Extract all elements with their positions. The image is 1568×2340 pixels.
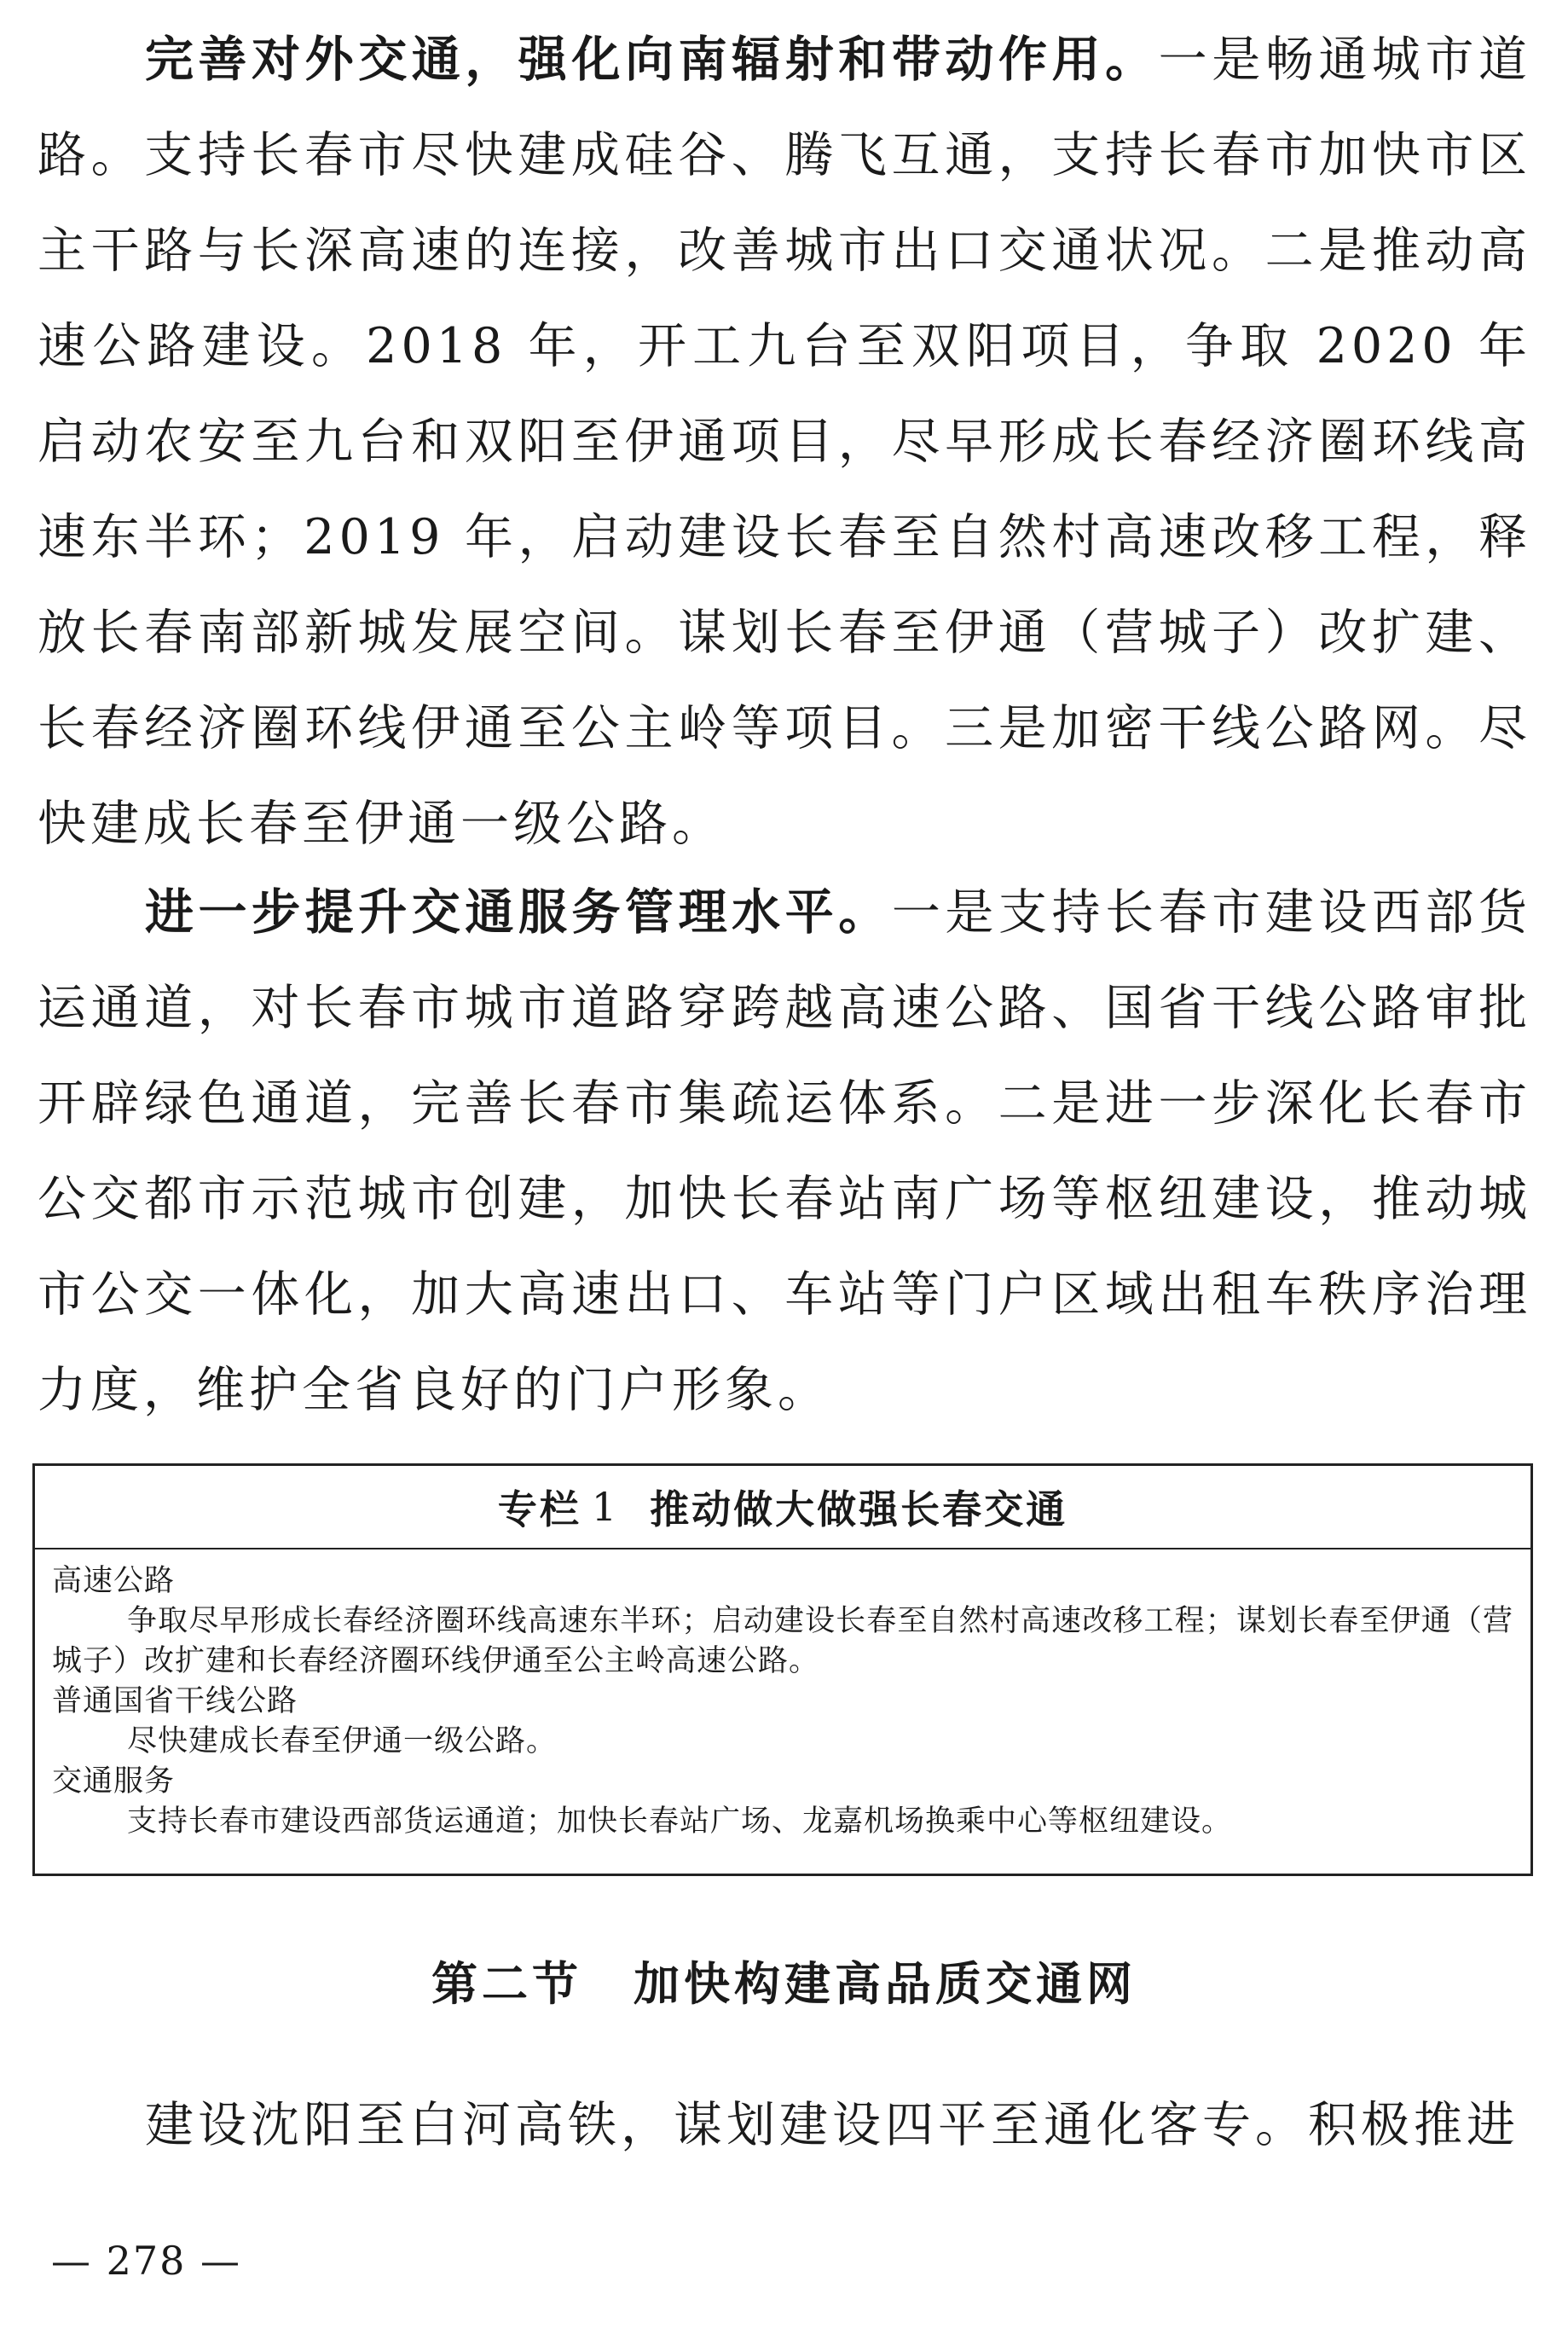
body-paragraph [38, 2077, 1531, 2173]
column-box [32, 1463, 1533, 1876]
section-heading [0, 1948, 1568, 2013]
column-section-text: 尽快建成长春至伊通一级公路。 [127, 1724, 558, 1758]
column-box-body [35, 1549, 1530, 1842]
paragraph-lead-heading: 进一步提升交通服务管理水平。 [145, 884, 892, 941]
column-section-text: 支持长春市建设西部货运通道；加快长春站广场、龙嘉机场换乘中心等枢纽建设。 [127, 1804, 1233, 1839]
paragraph-text: 一是支持长春市建设西部货运通道，对长春市城市道路穿跨越高速公路、国省干线公路审批开辟绿色通道，完善长春市集疏运体系。二是进一步深化长春市公交都市示范城市创建，加快长春站南广场等枢纽建设，推动城市公交一体化，加大高速出口、车站等门户区域出租车秩序治理力度，维护全省良好的门户形象。 [38, 884, 1532, 1418]
column-section-text: 争取尽早形成长春经济圈环线高速东半环；启动建设长春至自然村高速改移工程；谋划长春至伊通（营城子）改扩建和长春经济圈环线伊通至公主岭高速公路。 [52, 1604, 1513, 1678]
column-section-heading: 普通国省干线公路 [52, 1684, 298, 1718]
column-box-title-text: 推动做大做强长春交通 [650, 1486, 1068, 1532]
paragraph-text: 一是畅通城市道路。支持长春市尽快建成硅谷、腾飞互通，支持长春市加快市区主干路与长深高速的连接，改善城市出口交通状况。二是推动高速公路建设。2018 年，开工九台至双阳项目，争取 2020 年启动农安至九台和双阳至伊通项目，尽早形成长春经济圈环线高速东半环；2019 年，启动建设长春至自然村高速改移工程，释放长春南部新城发展空间。谋划长春至伊通（营城子）改扩建、长春经济圈环线伊通至公主岭等项目。三是加密干线公路网。尽快建成长春至伊通一级公路。 [38, 32, 1532, 852]
paragraph-lead-heading: 完善对外交通，强化向南辐射和带动作用。 [145, 32, 1159, 88]
section-title: 加快构建高品质交通网 [634, 1957, 1137, 2011]
column-box-title [35, 1466, 1530, 1549]
column-box-number: 1 [591, 1484, 620, 1530]
column-box-label: 专栏 [497, 1486, 581, 1532]
body-paragraph [38, 865, 1531, 1438]
section-number: 第二节 [431, 1957, 582, 2011]
column-section-heading: 高速公路 [52, 1564, 176, 1598]
column-section-heading: 交通服务 [52, 1764, 176, 1798]
page-number: — 278 — [51, 2238, 242, 2284]
body-paragraph [38, 12, 1531, 872]
paragraph-text: 建设沈阳至白河高铁，谋划建设四平至通化客专。积极推进 [145, 2097, 1519, 2153]
